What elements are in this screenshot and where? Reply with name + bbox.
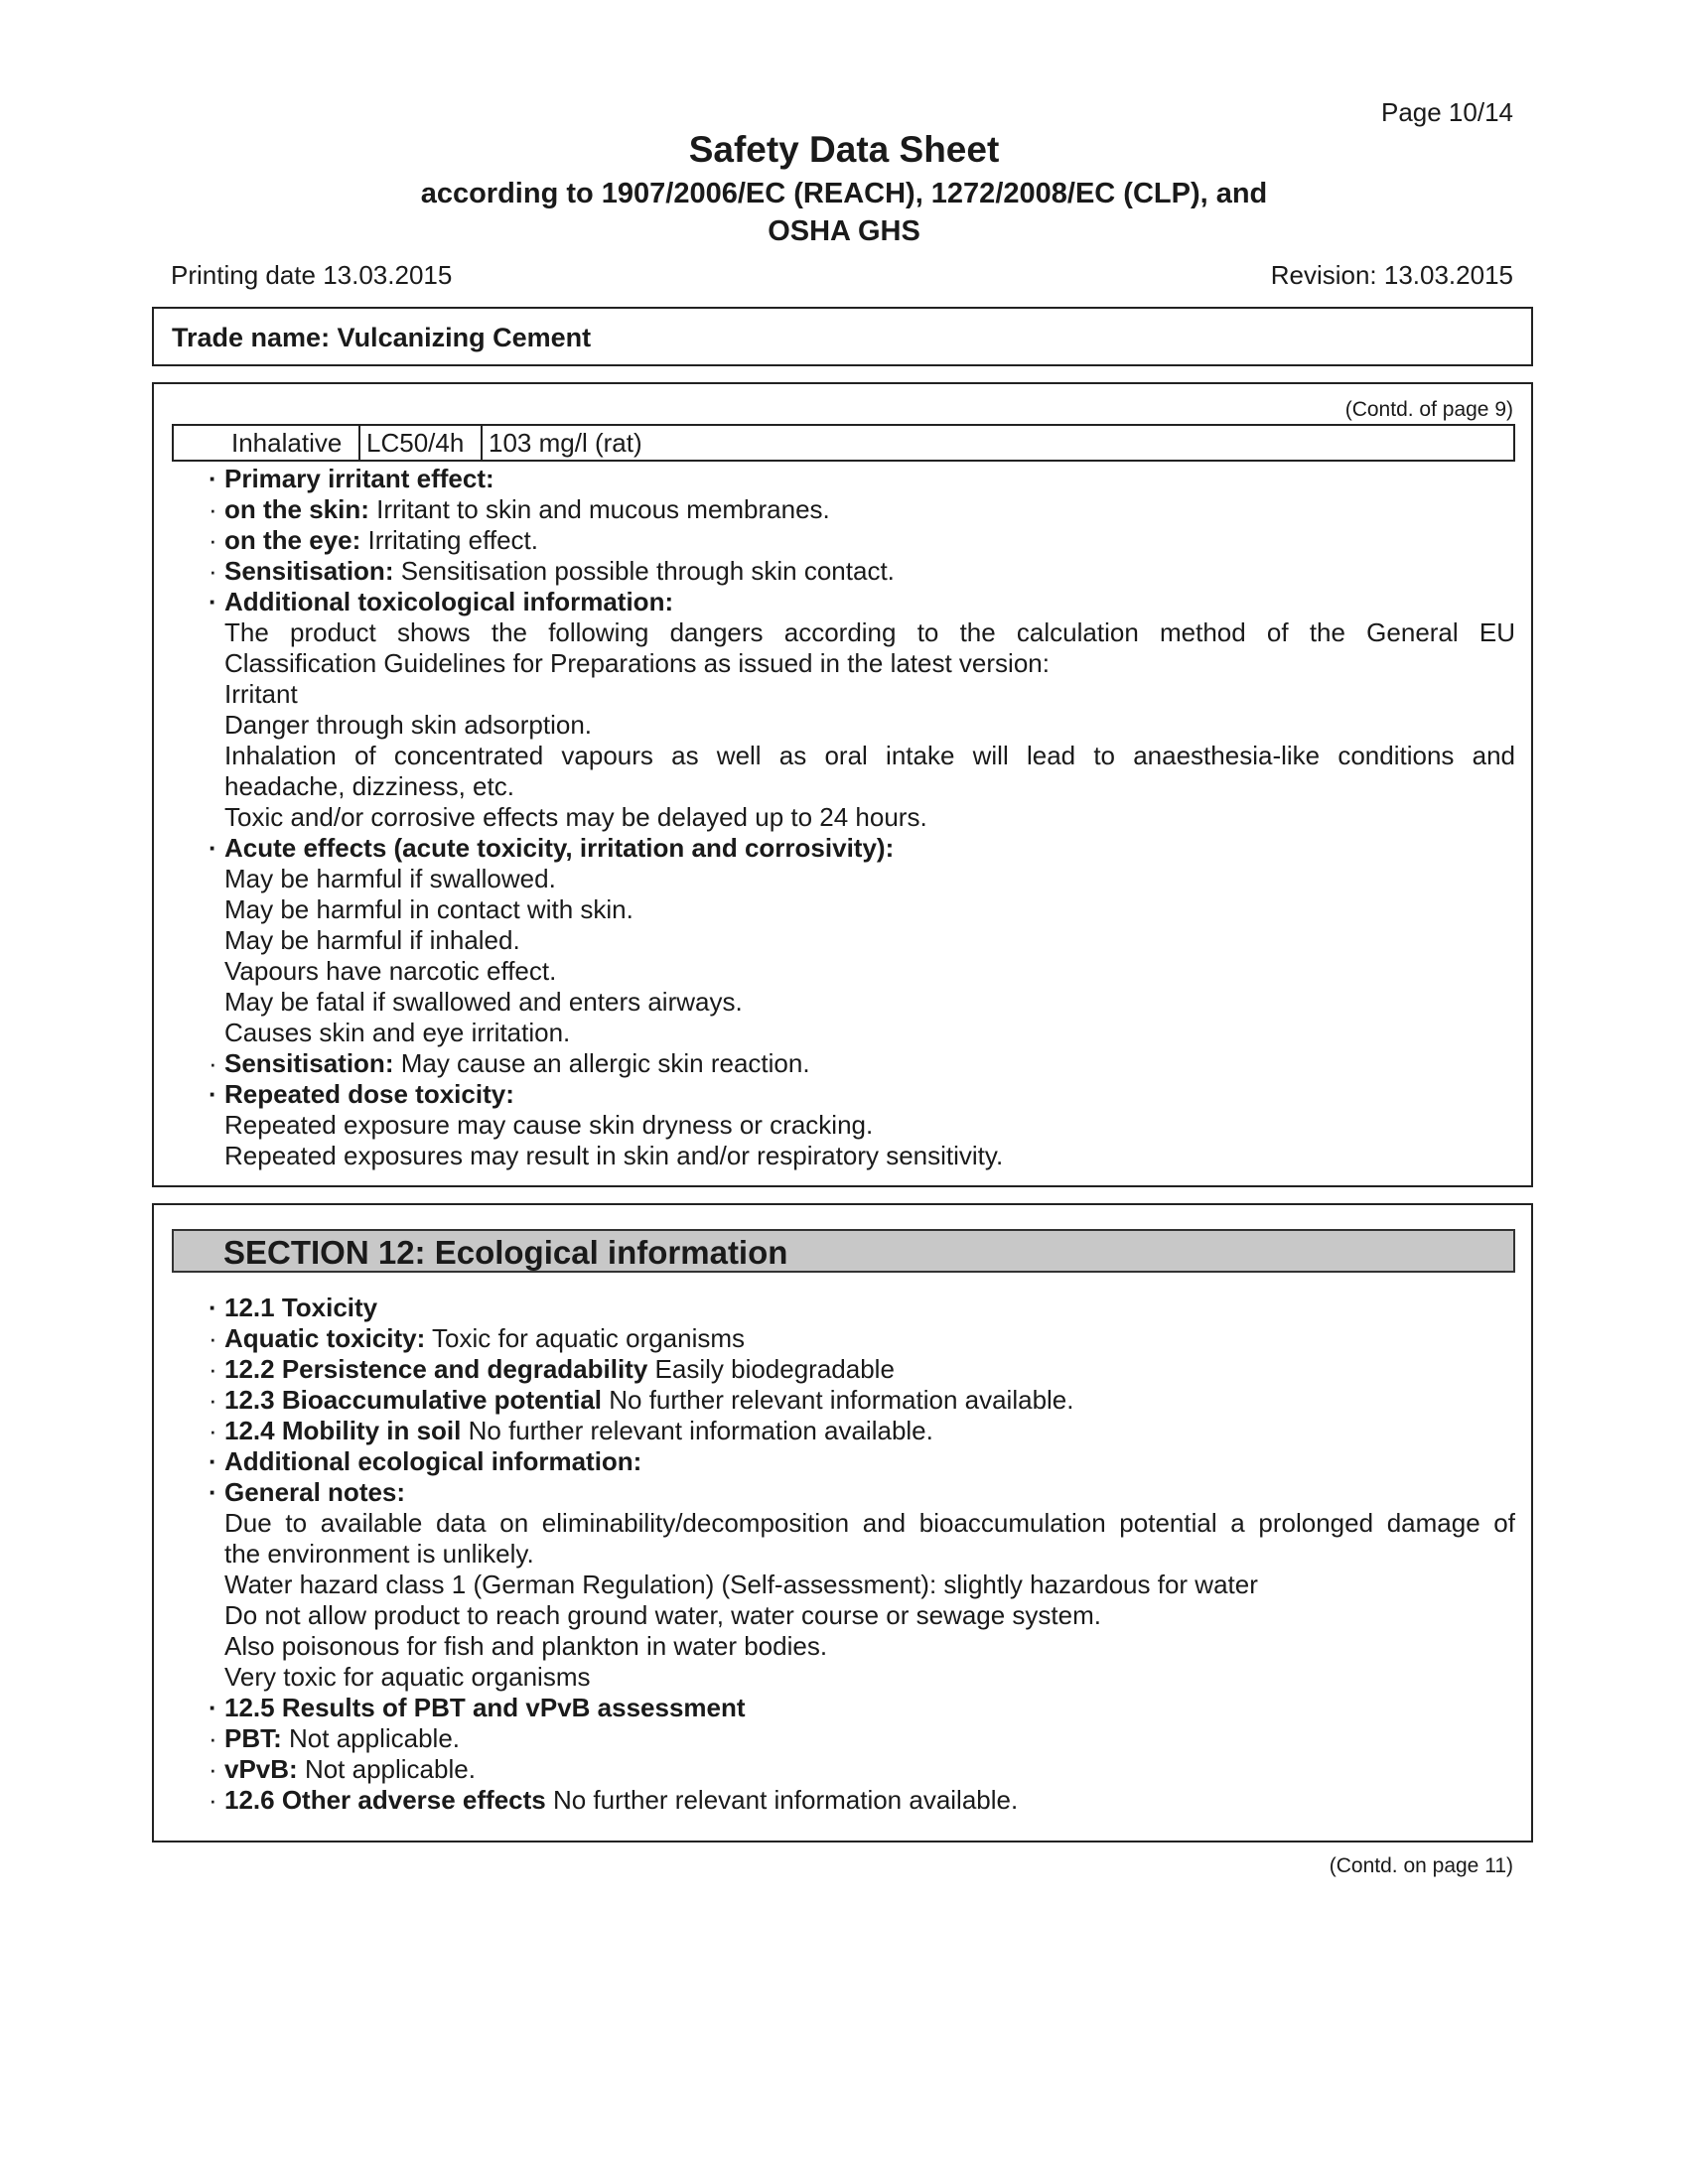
table-empty-cell — [174, 426, 225, 460]
other-effects-line — [224, 1785, 1515, 1816]
table-route-cell: Inhalative — [225, 426, 360, 460]
acute-line: Causes skin and eye irritation. — [224, 1018, 571, 1047]
persistence-line — [224, 1354, 1515, 1385]
pbt-text: Not applicable. — [289, 1723, 461, 1753]
pbt-heading: · 12.5 Results of PBT and vPvB assessment — [224, 1693, 1515, 1723]
skin-text: Irritant to skin and mucous membranes. — [376, 494, 830, 524]
sensitisation-2-line — [224, 1048, 1515, 1079]
sensitisation-label: Sensitisation: — [224, 556, 394, 586]
repeated-line: Repeated exposure may cause skin dryness or cracking. — [224, 1110, 874, 1140]
aquatic-text: Toxic for aquatic organisms — [432, 1323, 746, 1353]
trade-name: Trade name: Vulcanizing Cement — [172, 323, 592, 352]
section-12-title: SECTION 12: Ecological information — [223, 1234, 788, 1271]
additional-eco-heading: · Additional ecological information: — [224, 1446, 1515, 1477]
toxicology-content — [224, 464, 1515, 1171]
notes-line: Also poisonous for fish and plankton in water bodies. — [224, 1631, 828, 1661]
continued-on-note: (Contd. on page 11) — [1329, 1854, 1513, 1877]
other-label: 12.6 Other adverse effects — [224, 1785, 546, 1815]
skin-effect-line — [224, 494, 1515, 525]
skin-label: on the skin: — [224, 494, 369, 524]
acute-line: May be harmful in contact with skin. — [224, 894, 633, 924]
acute-line: Vapours have narcotic effect. — [224, 956, 557, 986]
mobility-line — [224, 1416, 1515, 1446]
repeated-line: Repeated exposures may result in skin and/or respiratory sensitivity. — [224, 1141, 1004, 1170]
document-subtitle — [0, 175, 1688, 250]
trade-name-box — [152, 307, 1533, 366]
paragraph-line: The product shows the following dangers according to the calculation method of the General EU — [224, 617, 1515, 647]
eye-effect-line — [224, 525, 1515, 556]
persistence-label: 12.2 Persistence and degradability — [224, 1354, 648, 1384]
acute-line: May be fatal if swallowed and enters airways. — [224, 987, 743, 1017]
eye-text: Irritating effect. — [367, 525, 538, 555]
subtitle-line-2: OSHA GHS — [768, 215, 920, 247]
paragraph-line: Toxic and/or corrosive effects may be delayed up to 24 hours. — [224, 802, 927, 832]
notes-line: Water hazard class 1 (German Regulation) (Self-assessment): slightly hazardous for water — [224, 1570, 1258, 1599]
persistence-text: Easily biodegradable — [654, 1354, 895, 1384]
document-title: Safety Data Sheet — [688, 129, 1000, 170]
acute-line: May be harmful if inhaled. — [224, 925, 520, 955]
notes-line: Do not allow product to reach ground water, water course or sewage system. — [224, 1600, 1101, 1630]
notes-line: Very toxic for aquatic organisms — [224, 1662, 591, 1692]
paragraph-line: Irritant — [224, 679, 298, 709]
sensitisation-2-text: May cause an allergic skin reaction. — [400, 1048, 810, 1078]
repeated-dose-heading: · Repeated dose toxicity: — [224, 1079, 1515, 1110]
bioaccumulative-line — [224, 1385, 1515, 1416]
toxicity-table-row — [172, 424, 1515, 462]
table-type-cell: LC50/4h — [360, 426, 483, 460]
page-number: Page 10/14 — [1380, 97, 1513, 127]
printing-date: Printing date 13.03.2015 — [171, 260, 453, 290]
pbt-label: PBT: — [224, 1723, 282, 1753]
vpvb-text: Not applicable. — [304, 1754, 476, 1784]
bioacc-label: 12.3 Bioaccumulative potential — [224, 1385, 603, 1415]
pbt-line — [224, 1723, 1515, 1754]
other-text: No further relevant information available. — [552, 1785, 1019, 1815]
vpvb-line — [224, 1754, 1515, 1785]
sensitisation-2-label: Sensitisation: — [224, 1048, 394, 1078]
acute-line: May be harmful if swallowed. — [224, 864, 556, 893]
table-value-cell: 103 mg/l (rat) — [489, 428, 642, 458]
revision-date: Revision: 13.03.2015 — [1270, 260, 1513, 290]
notes-line: Due to available data on eliminability/decomposition and bioaccumulation potential a prolonged damage of — [224, 1508, 1515, 1538]
aquatic-label: Aquatic toxicity: — [224, 1323, 426, 1353]
general-notes-heading: · General notes: — [224, 1477, 1515, 1508]
paragraph-line: Danger through skin adsorption. — [224, 710, 593, 740]
sensitisation-text: Sensitisation possible through skin contact. — [400, 556, 895, 586]
acute-effects-heading: · Acute effects (acute toxicity, irritation and corrosivity): — [224, 833, 1515, 864]
vpvb-label: vPvB: — [224, 1754, 298, 1784]
continued-from-note: (Contd. of page 9) — [1344, 398, 1513, 421]
toxicity-heading: · 12.1 Toxicity — [224, 1293, 1515, 1323]
bioacc-text: No further relevant information available. — [609, 1385, 1074, 1415]
section-12-header — [172, 1229, 1515, 1273]
sensitisation-line — [224, 556, 1515, 587]
paragraph-line: Classification Guidelines for Preparations as issued in the latest version: — [224, 648, 1050, 678]
additional-tox-heading: · Additional toxicological information: — [224, 587, 1515, 617]
notes-line: the environment is unlikely. — [224, 1539, 534, 1569]
eye-label: on the eye: — [224, 525, 361, 555]
subtitle-line-1: according to 1907/2006/EC (REACH), 1272/2008/EC (CLP), and — [420, 178, 1268, 209]
toxicology-continued-box — [152, 382, 1533, 1187]
mobility-text: No further relevant information available. — [468, 1416, 933, 1445]
paragraph-line: headache, dizziness, etc. — [224, 771, 514, 801]
section-12-box — [152, 1203, 1533, 1843]
ecological-content — [224, 1293, 1515, 1816]
mobility-label: 12.4 Mobility in soil — [224, 1416, 462, 1445]
paragraph-line: Inhalation of concentrated vapours as well as oral intake will lead to anaesthesia-like conditions and — [224, 741, 1515, 770]
aquatic-toxicity-line — [224, 1323, 1515, 1354]
primary-irritant-heading: · Primary irritant effect: — [224, 464, 1515, 494]
